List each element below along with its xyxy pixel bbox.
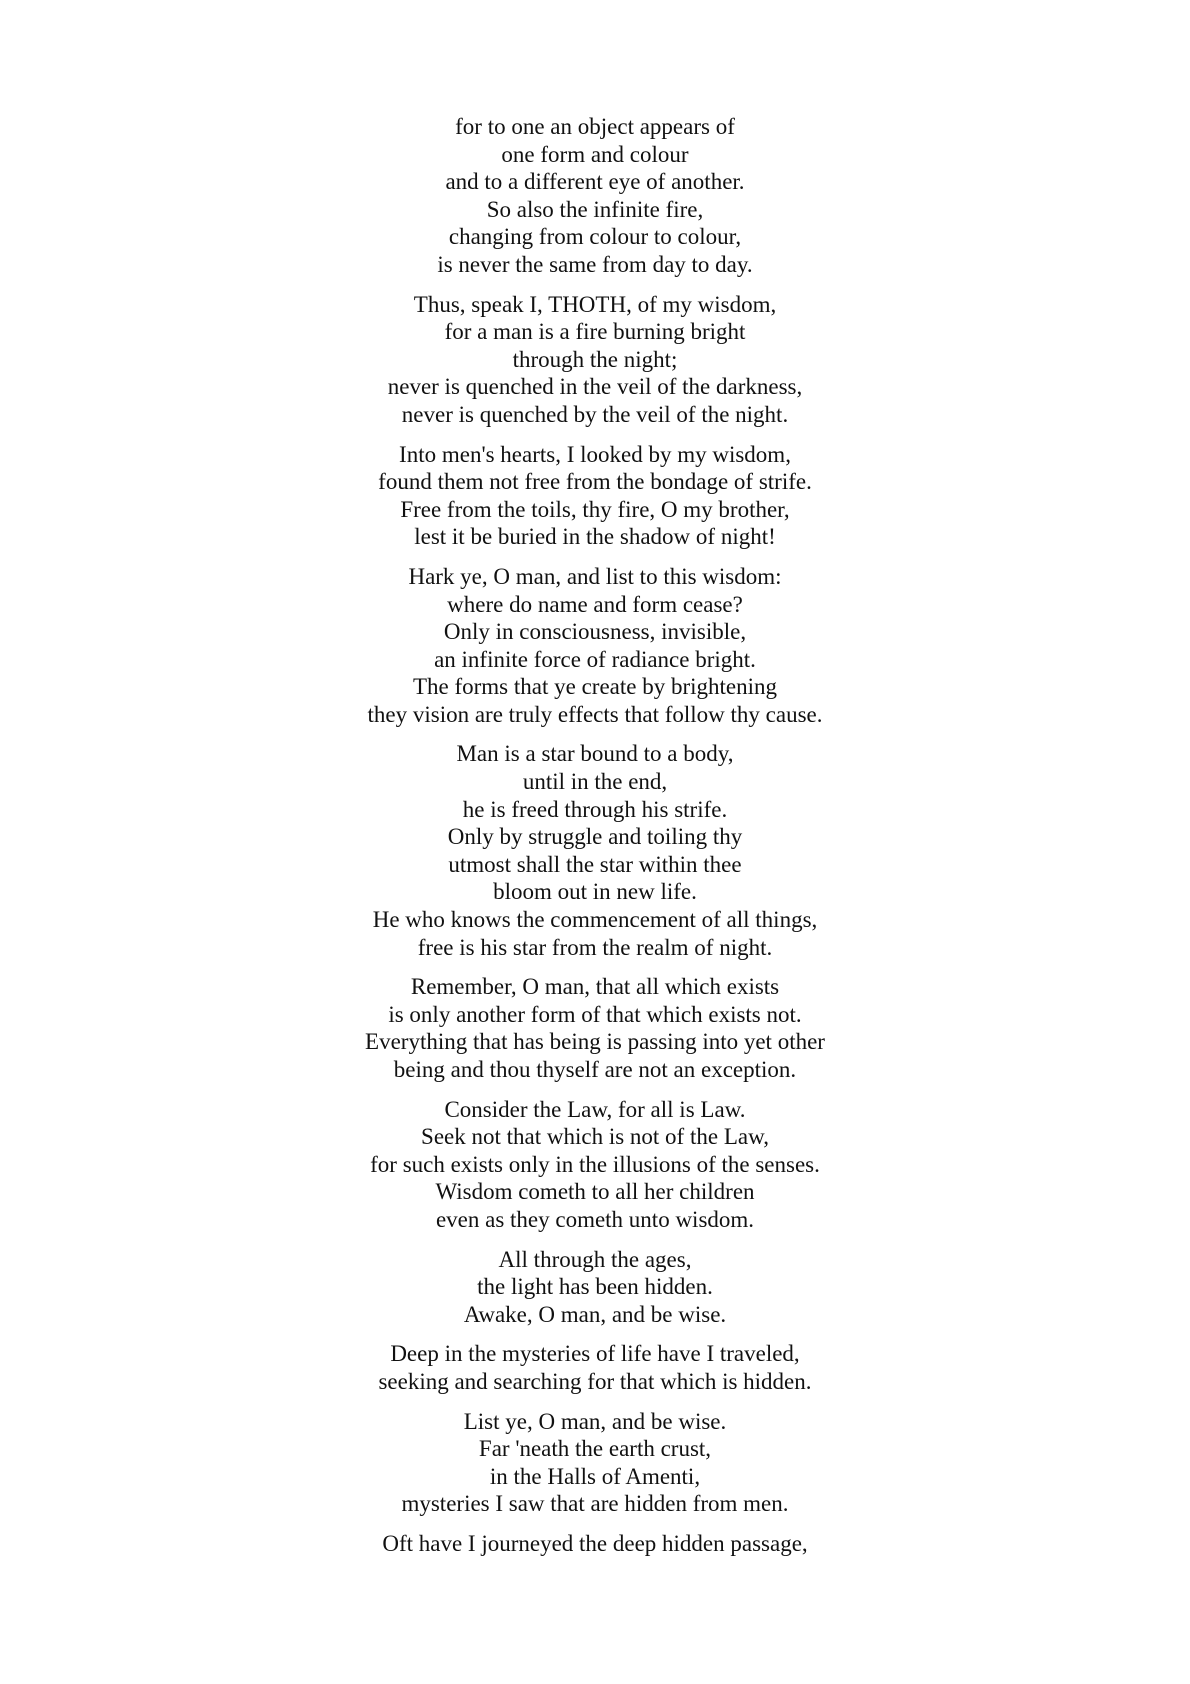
poem-line: The forms that ye create by brightening [412, 674, 778, 700]
stanza [0, 1340, 1190, 1395]
poem-line: they vision are truly effects that follow thy cause. [367, 701, 823, 727]
stanza [0, 1246, 1190, 1329]
poem-line: Oft have I journeyed the deep hidden passage, [382, 1530, 808, 1556]
poem-line: All through the ages, [498, 1246, 692, 1272]
poem-line: Deep in the mysteries of life have I traveled, [390, 1341, 800, 1367]
poem-line: Awake, O man, and be wise. [463, 1301, 727, 1327]
stanza [0, 441, 1190, 551]
poem-line: never is quenched in the veil of the darkness, [387, 374, 803, 400]
stanza [0, 740, 1190, 961]
poem-line: the light has been hidden. [477, 1274, 713, 1300]
poem-line: an infinite force of radiance bright. [434, 646, 756, 672]
poem-line: lest it be buried in the shadow of night! [414, 524, 776, 550]
poem-line: changing from colour to colour, [448, 224, 742, 250]
poem-line: Hark ye, O man, and list to this wisdom: [408, 563, 782, 589]
poem-line: Thus, speak I, THOTH, of my wisdom, [413, 291, 777, 317]
poem-line: utmost shall the star within thee [448, 851, 742, 877]
stanza [0, 973, 1190, 1083]
poem-line: Free from the toils, thy fire, O my brother, [400, 496, 790, 522]
stanza [0, 563, 1190, 729]
document-page [0, 113, 1190, 1570]
poem-line: Into men's hearts, I looked by my wisdom, [399, 441, 791, 467]
poem-line: Man is a star bound to a body, [456, 741, 734, 767]
poem-line: Only in consciousness, invisible, [443, 619, 747, 645]
poem-line: He who knows the commencement of all things, [372, 907, 818, 933]
poem-line: seeking and searching for that which is hidden. [378, 1368, 812, 1394]
poem-line: never is quenched by the veil of the night. [401, 401, 789, 427]
poem-line: he is freed through his strife. [462, 796, 728, 822]
stanza [0, 113, 1190, 279]
poem-line: Only by struggle and toiling thy [447, 824, 743, 850]
poem-line: where do name and form cease? [447, 591, 743, 617]
poem-line: mysteries I saw that are hidden from men. [401, 1491, 789, 1517]
stanza [0, 1408, 1190, 1518]
poem-line: Seek not that which is not of the Law, [421, 1124, 769, 1150]
poem-line: being and thou thyself are not an exception. [393, 1057, 797, 1082]
poem-line: Wisdom cometh to all her children [435, 1179, 755, 1205]
poem-line: through the night; [512, 346, 678, 372]
poem-line: in the Halls of Amenti, [489, 1463, 701, 1489]
poem-line: bloom out in new life. [493, 879, 697, 905]
stanza [0, 1096, 1190, 1234]
stanza [0, 1530, 1190, 1558]
poem-line: Far 'neath the earth crust, [478, 1436, 712, 1462]
poem-line: for to one an object appears of [455, 114, 735, 139]
poem-line: Everything that has being is passing into yet other [365, 1029, 825, 1055]
stanza [0, 291, 1190, 429]
poem-line: Consider the Law, for all is Law. [444, 1096, 746, 1122]
poem-line: and to a different eye of another. [445, 169, 745, 195]
poem-line: So also the infinite fire, [486, 196, 704, 222]
poem-line: Remember, O man, that all which exists [410, 974, 780, 1000]
poem-line: until in the end, [522, 769, 668, 795]
poem-line: even as they cometh unto wisdom. [435, 1206, 755, 1232]
poem-line: free is his star from the realm of night. [417, 934, 773, 960]
poem-line: for a man is a fire burning bright [444, 319, 746, 345]
poem-line: found them not free from the bondage of strife. [378, 469, 812, 495]
poem-line: is never the same from day to day. [437, 251, 753, 277]
poem-line: is only another form of that which exists not. [388, 1001, 802, 1027]
poem-line: for such exists only in the illusions of the senses. [370, 1151, 820, 1177]
poem-line: one form and colour [501, 141, 689, 167]
poem-line: List ye, O man, and be wise. [463, 1408, 727, 1434]
